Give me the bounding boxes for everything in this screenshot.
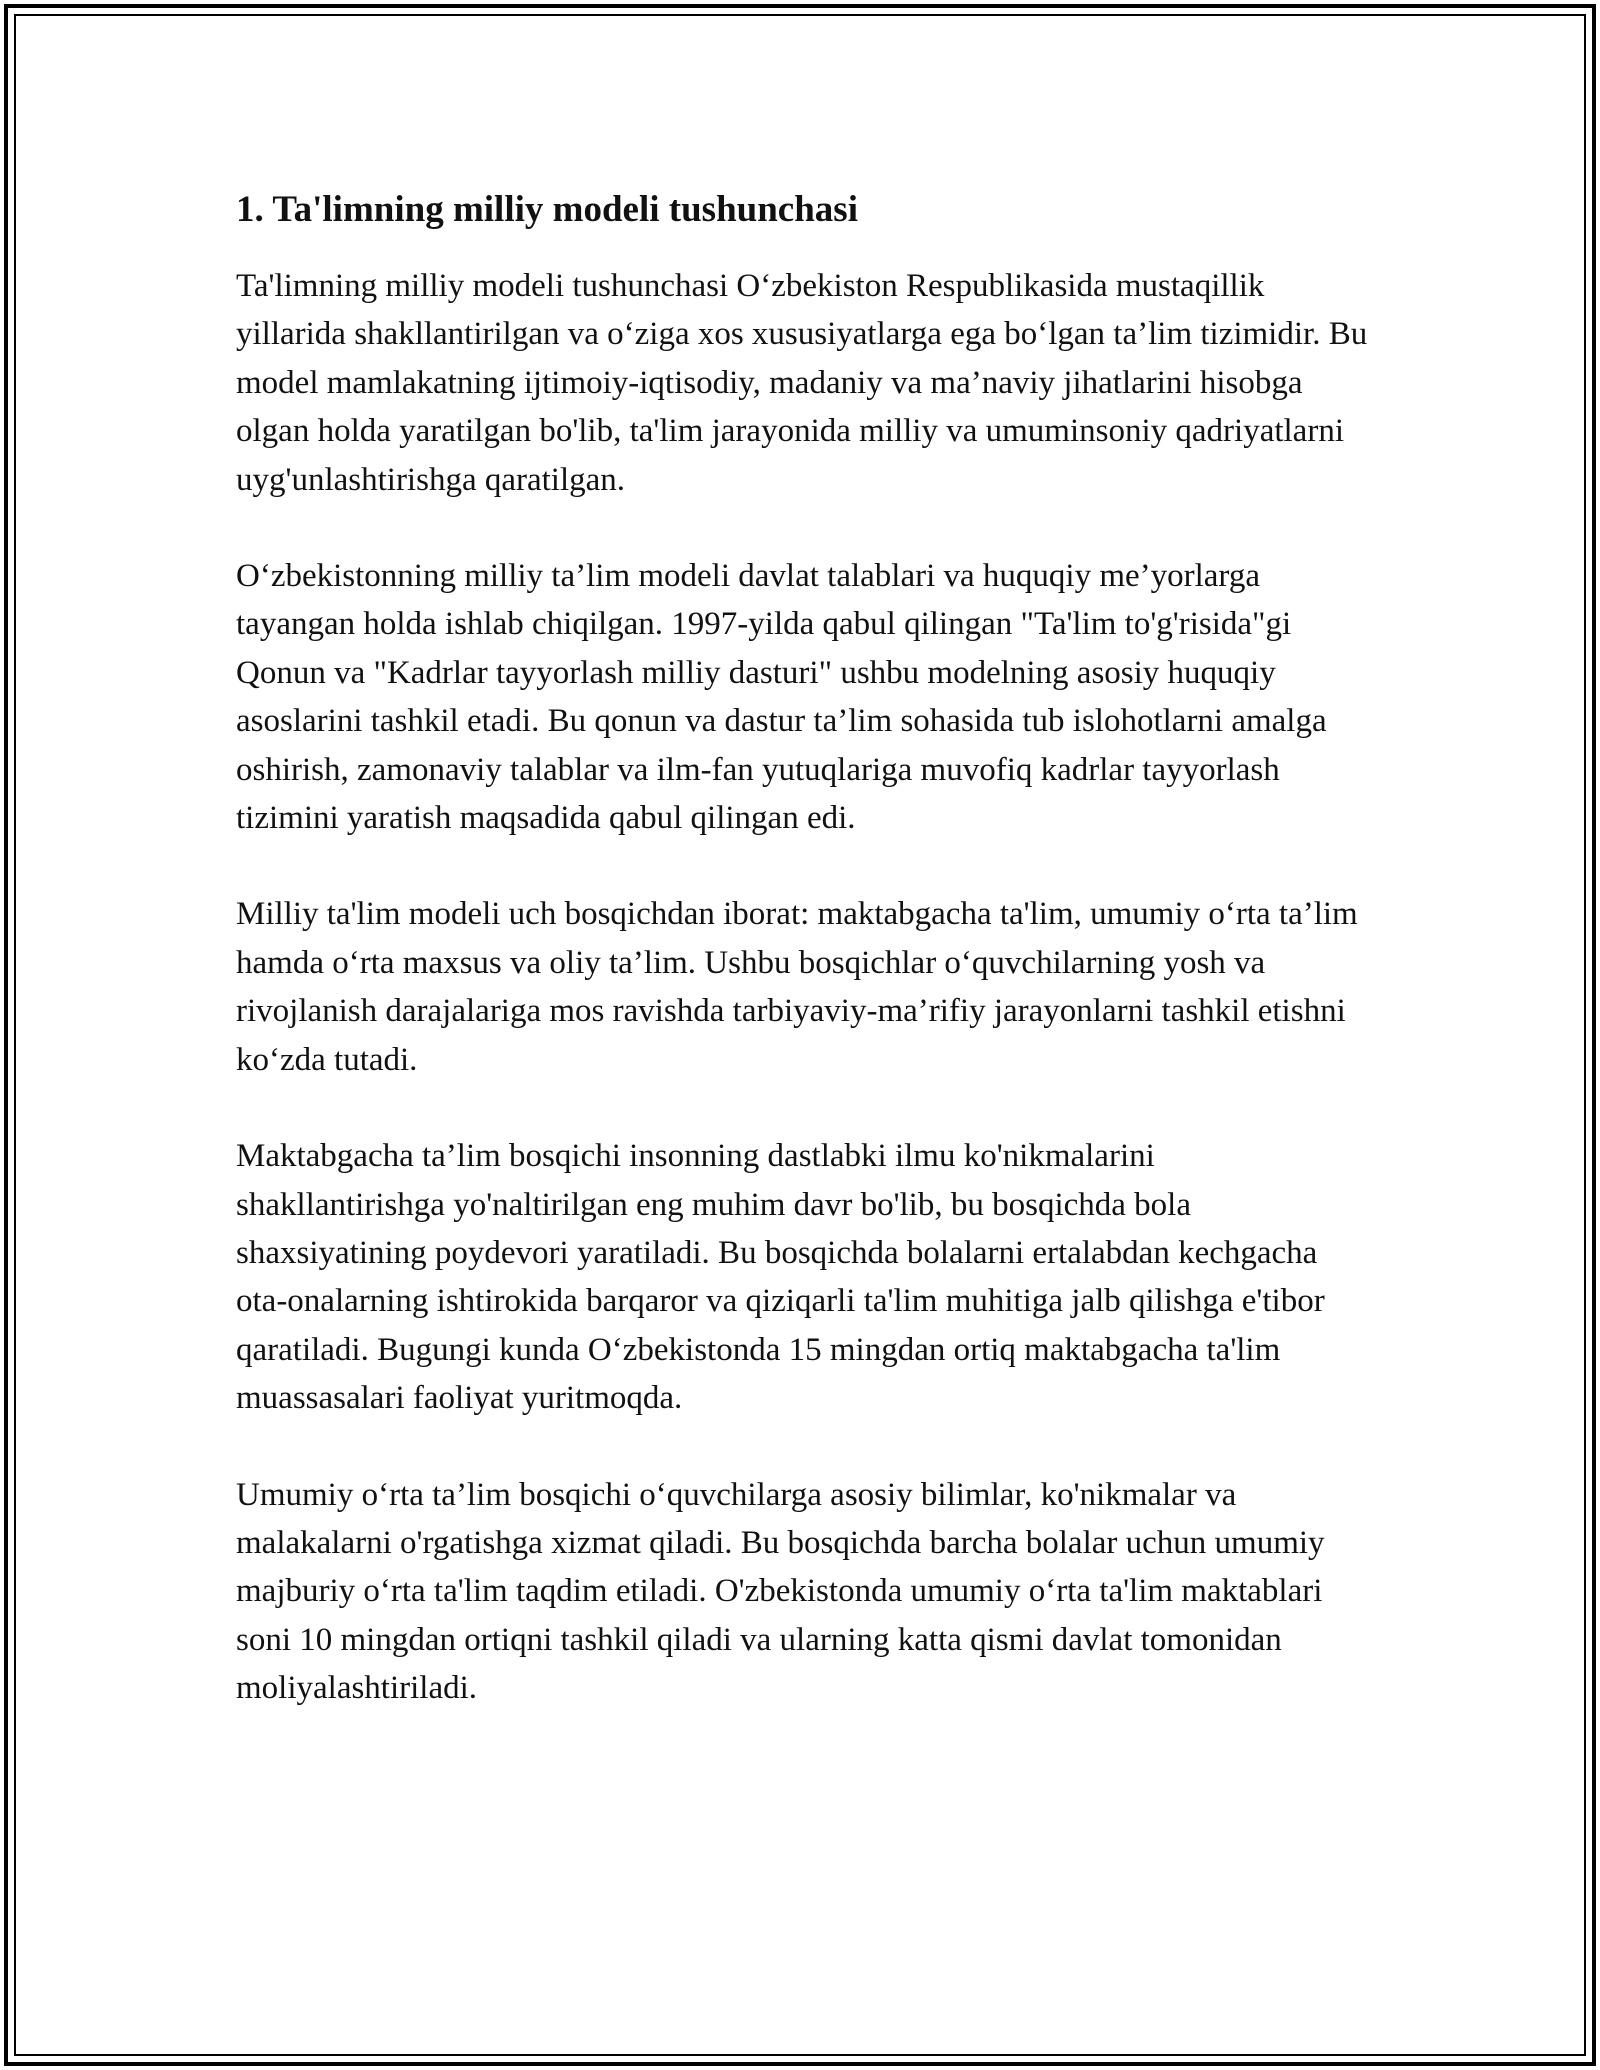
- paragraph-preschool: Maktabgacha ta’lim bosqichi insonning dastlabki ilmu ko'nikmalarini shakllantirishga yo'naltirilgan eng muhim davr bo'lib, bu bosqichda bola shaxsiyatining poydevori yaratiladi. Bu bosqichda bolalarni ertalabdan kechgacha ota-onalarning ishtirokida barqaror va qiziqarli ta'lim muhitiga jalb qilishga e'tibor qaratiladi. Bugungi kunda O‘zbekistonda 15 mingdan ortiq maktabgacha ta'lim muassasalari faoliyat yuritmoqda.: [236, 1138, 1325, 1417]
- paragraph-general-secondary: Umumiy o‘rta ta’lim bosqichi o‘quvchilarga asosiy bilimlar, ko'nikmalar va malakalarni o'rgatishga xizmat qiladi. Bu bosqichda barcha bolalar uchun umumiy majburiy o‘rta ta'lim taqdim etiladi. O'zbekistonda umumiy o‘rta ta'lim maktablari soni 10 mingdan ortiqni tashkil qiladi va ularning katta qismi davlat tomonidan moliyalashtiriladi.: [236, 1476, 1325, 1707]
- paragraph-stages: Milliy ta'lim modeli uch bosqichdan iborat: maktabgacha ta'lim, umumiy o‘rta ta’lim hamda o‘rta maxsus va oliy ta’lim. Ushbu bosqichlar o‘quvchilarning yosh va rivojlanish darajalariga mos ravishda tarbiyaviy-ma’rifiy jarayonlarni tashkil etishni ko‘zda tutadi.: [236, 896, 1358, 1078]
- document-body: [236, 186, 1371, 1761]
- paragraph-legal-basis: O‘zbekistonning milliy ta’lim modeli davlat talablari va huquqiy me’yorlarga tayangan holda ishlab chiqilgan. 1997-yilda qabul qilingan "Ta'lim to'g'risida"gi Qonun va "Kadrlar tayyorlash milliy dasturi" ushbu modelning asosiy huquqiy asoslarini tashkil etadi. Bu qonun va dastur ta’lim sohasida tub islohotlarni amalga oshirish, zamonaviy talablar va ilm-fan yutuqlariga muvofiq kadrlar tayyorlash tizimini yaratish maqsadida qabul qilingan edi.: [236, 558, 1327, 837]
- paragraph-intro: Ta'limning milliy modeli tushunchasi O‘zbekiston Respublikasida mustaqillik yillarida shakllantirilgan va o‘ziga xos xususiyatlarga ega bo‘lgan ta’lim tizimidir. Bu model mamlakatning ijtimoiy-iqtisodiy, madaniy va ma’naviy jihatlarini hisobga olgan holda yaratilgan bo'lib, ta'lim jarayonida milliy va umuminsoniy qadriyatlarni uyg'unlashtirishga qaratilgan.: [236, 268, 1368, 498]
- section-heading: 1. Ta'limning milliy modeli tushunchasi: [236, 189, 858, 230]
